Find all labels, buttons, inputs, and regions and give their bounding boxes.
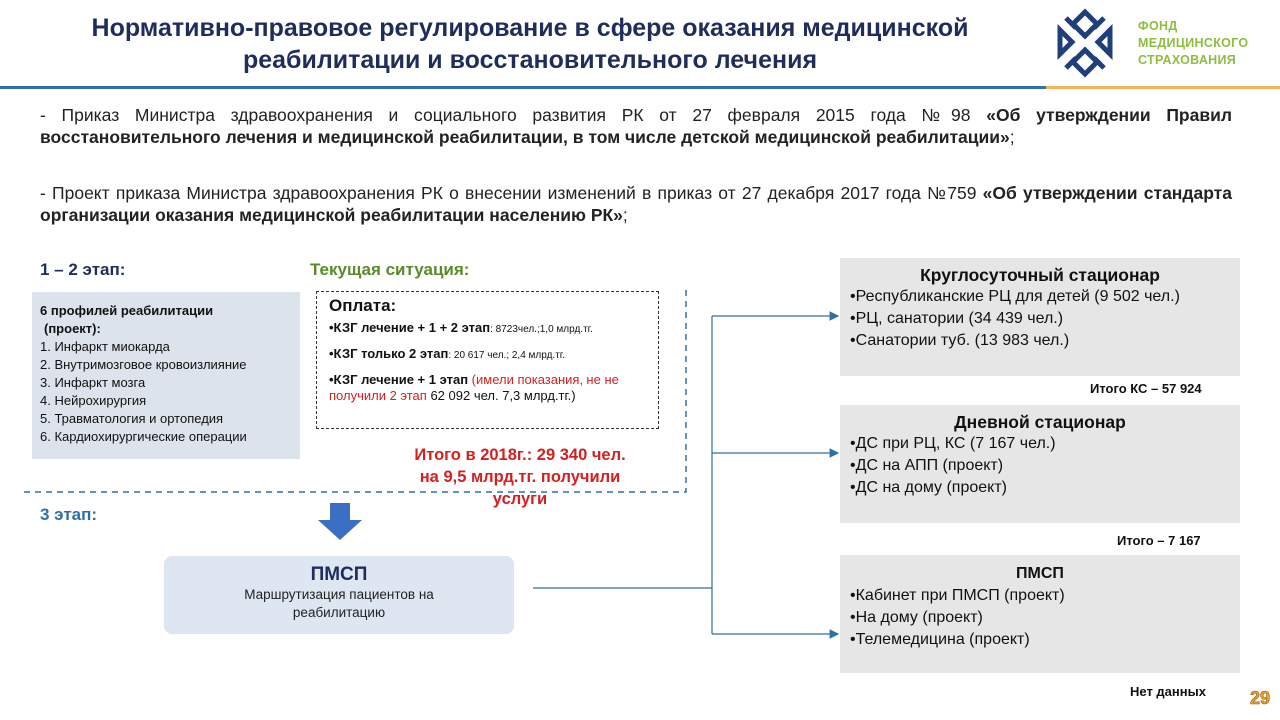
list-item: •Телемедицина (проект) [850, 631, 1030, 648]
list-item: •ДС на дому (проект) [850, 479, 1007, 496]
list-item: •ДС при РЦ, КС (7 167 чел.) [850, 435, 1056, 452]
list-item: •ДС на АПП (проект) [850, 457, 1004, 474]
list-item: 4. Нейрохирургия [40, 393, 147, 408]
down-arrow-icon [318, 503, 362, 540]
current-situation-label: Текущая ситуация: [310, 260, 470, 279]
rehab-profiles-box: 6 профилей реабилитации (проект): 1. Инфаркт миокарда 2. Внутримозговое кровоизлияние 3. Инфаркт мозга 4. Нейрохирургия 5. Травматология и ортопедия 6. Кардиохирургические операции [32, 292, 300, 459]
list-item: •Санатории туб. (13 983 чел.) [850, 332, 1070, 349]
payment-box: Оплата: •КЗГ лечение + 1 + 2 этап: 8723чел.;1,0 млрд.тг. •КЗГ только 2 этап: 20 617 чел.; 2,4 млрд.тг. •КЗГ лечение + 1 этап (имели показания, не не получили 2 этап 62 092 чел. 7,3 млрд.тг.) [316, 291, 659, 429]
stage-3-label: 3 этап: [40, 505, 98, 524]
payment-row: •КЗГ лечение + 1 этап (имели показания, не не получили 2 этап 62 092 чел. 7,3 млрд.тг.) [329, 372, 619, 403]
list-item: •Республиканские РЦ для детей (9 502 чел.) [850, 288, 1180, 305]
day-hospital-box: Дневной стационар •ДС при РЦ, КС (7 167 чел.) •ДС на АПП (проект) •ДС на дому (проект) [840, 405, 1240, 523]
pmsp-routing-box: ПМСП Маршрутизация пациентов на реабилитацию [164, 556, 514, 634]
list-item: •На дому (проект) [850, 609, 983, 626]
logo-wordmark: ФОНД МЕДИЦИНСКОГО СТРАХОВАНИЯ [1138, 19, 1249, 67]
total-2018: Итого в 2018г.: 29 340 чел. на 9,5 млрд.тг. получили услуги [414, 446, 626, 508]
roundclock-hospital-box: Круглосуточный стационар •Республиканские РЦ для детей (9 502 чел.) •РЦ, санатории (34 439 чел.) •Санатории туб. (13 983 чел.) [840, 258, 1240, 376]
list-item: 6. Кардиохирургические операции [40, 429, 247, 444]
list-item: •РЦ, санатории (34 439 чел.) [850, 310, 1064, 327]
payment-row: •КЗГ только 2 этап: 20 617 чел.; 2,4 млрд.тг. [329, 346, 565, 361]
list-item: 5. Травматология и ортопедия [40, 411, 224, 426]
document-order-759: - Проект приказа Министра здравоохранения РК о внесении изменений в приказ от 27 декабря 2017 года №759 «Об утверждении стандарта организации оказания медицинской реабилитации населению РК»; [40, 183, 1232, 225]
list-item: 2. Внутримозговое кровоизлияние [40, 357, 247, 372]
pmsp-services-box: ПМСП •Кабинет при ПМСП (проект) •На дому (проект) •Телемедицина (проект) [840, 555, 1240, 673]
daycare-total: Итого – 7 167 [1117, 533, 1201, 548]
list-item: 3. Инфаркт мозга [40, 375, 146, 390]
list-item: 1. Инфаркт миокарда [40, 339, 170, 354]
list-item: •Кабинет при ПМСП (проект) [850, 587, 1065, 604]
payment-row: •КЗГ лечение + 1 + 2 этап: 8723чел.;1,0 млрд.тг. [329, 320, 593, 335]
slide-title: Нормативно-правовое регулирование в сфере оказания медицинской реабилитации и восстановительного лечения [91, 14, 969, 74]
document-order-98: - Приказ Министра здравоохранения и социального развития РК от 27 февраля 2015 года №98 «Об утверждении Правил восстановительного лечения и медицинской реабилитации, в том числе детской медицинской реабилитации»; [40, 105, 1232, 147]
page-number: 29 [1249, 688, 1271, 708]
pmsp-total: Нет данных [1130, 684, 1206, 699]
stage-1-2-label: 1 – 2 этап: [40, 260, 126, 279]
roundclock-total: Итого КС – 57 924 [1090, 381, 1202, 396]
